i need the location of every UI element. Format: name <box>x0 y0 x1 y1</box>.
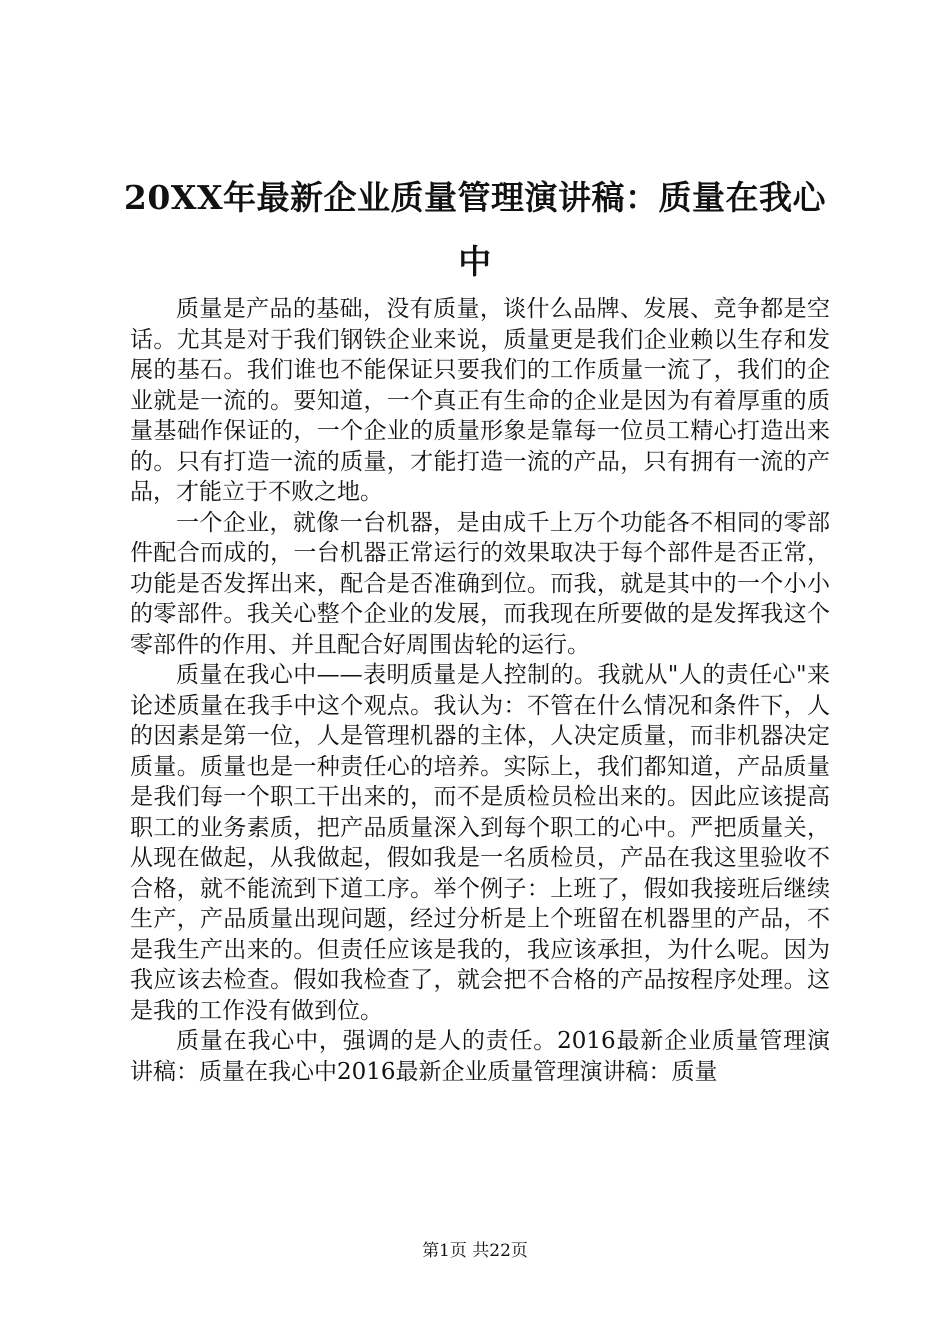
document-body <box>130 294 830 1087</box>
paragraph: 质量是产品的基础，没有质量，谈什么品牌、发展、竞争都是空话。尤其是对于我们钢铁企业来说，质量更是我们企业赖以生存和发展的基石。我们谁也不能保证只要我们的工作质量一流了，我们的企业就是一流的。要知道，一个真正有生命的企业是因为有着厚重的质量基础作保证的，一个企业的质量形象是靠每一位员工精心打造出来的。只有打造一流的质量，才能打造一流的产品，只有拥有一流的产品，才能立于不败之地。 <box>130 296 830 505</box>
paragraph: 质量在我心中，强调的是人的责任。2016最新企业质量管理演讲稿：质量在我心中2016最新企业质量管理演讲稿：质量 <box>130 1028 830 1085</box>
page-footer: 第1页 共22页 <box>422 1241 528 1261</box>
paragraph: 一个企业，就像一台机器，是由成千上万个功能各不相同的零部件配合而成的，一台机器正常运行的效果取决于每个部件是否正常，功能是否发挥出来，配合是否准确到位。而我，就是其中的一个小小的零部件。我关心整个企业的发展，而我现在所要做的是发挥我这个零部件的作用、并且配合好周围齿轮的运行。 <box>130 509 830 658</box>
document-title: 20XX年最新企业质量管理演讲稿：质量在我心中 <box>123 178 827 281</box>
paragraph: 质量在我心中——表明质量是人控制的。我就从"人的责任心"来论述质量在我手中这个观点。我认为：不管在什么情况和条件下，人的因素是第一位，人是管理机器的主体，人决定质量，而非机器决定质量。质量也是一种责任心的培养。实际上，我们都知道，产品质量是我们每一个职工干出来的，而不是质检员检出来的。因此应该提高职工的业务素质，把产品质量深入到每个职工的心中。严把质量关，从现在做起，从我做起，假如我是一名质检员，产品在我这里验收不合格，就不能流到下道工序。举个例子：上班了，假如我接班后继续生产，产品质量出现问题，经过分析是上个班留在机器里的产品，不是我生产出来的。但责任应该是我的，我应该承担，为什么呢。因为我应该去检查。假如我检查了，就会把不合格的产品按程序处理。这是我的工作没有做到位。 <box>130 662 830 1024</box>
